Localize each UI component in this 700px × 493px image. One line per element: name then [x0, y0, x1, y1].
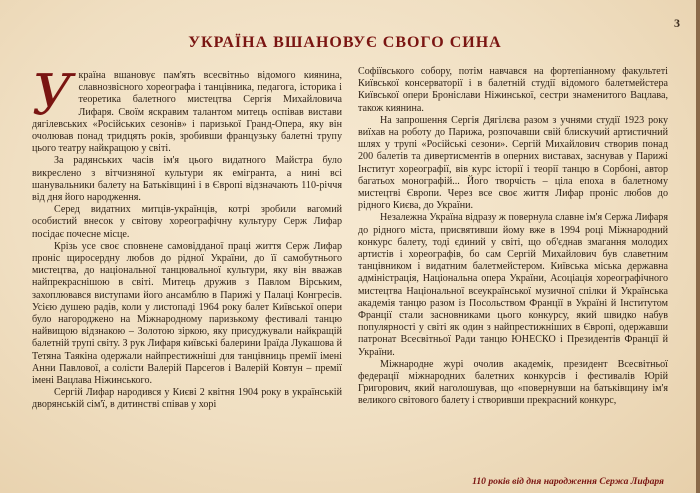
left-column — [32, 70, 342, 475]
paragraph: Сергій Лифар народився у Києві 2 квітня 1904 року в українській дворянській сім'ї, в дитинстві співав у хорі — [32, 387, 342, 411]
paragraph: країна вшановує пам'ять всесвітньо відомого киянина, славнозвісного хореографа і танцівника, педагога, історика і теоретика балетного мистецтва Сергія Михайловича Лифаря. Своїм яскравим талантом митець оспівав вистави дягілевських «Російських сезонів» і паризької Гранд-Опера, яку він очолював понад тридцять років, зробивши французьку балетні трупу цього театру найкращою у світі. — [32, 70, 342, 155]
article-title: УКРАЇНА ВШАНОВУЄ СВОГО СИНА — [188, 34, 502, 51]
paragraph: Серед видатних митців-українців, котрі зробили вагомий особистий внесок у світову хореографічну культуру Серж Лифар посідає почесне місце. — [32, 204, 342, 240]
paragraph: За радянських часів ім'я цього видатного Майстра було викреслено з вітчизняної культури як емігранта, а нині всі шанувальники балету на Батьківщині і в Європі відзначають 110-річчя від дня його народження. — [32, 155, 342, 204]
paragraph: Крізь усе своє сповнене самовідданої праці життя Серж Лифар проніс щиросердну любов до рідної України, до її самобутнього мистецтва, до національної танцювальної культури, яку він вважав найпрекраснішою в світі. Митець дружив з Павлом Вірським, захоплювався виступами його ансамблю в Парижі у Палаці Конгресів. Усією душею радів, коли у листопаді 1964 року балет Київської опери було нагороджено на Міжнародному паризькому фестивалі танцю найвищою відзнакою – Золотою зіркою, яку присуджували найкращій балетній трупі світу. З рук Лифаря київські балерини Іраїда Лукашова й Тетяна Таякіна одержали найпрестижніші для танцівниць премії імені Анни Павлової, а солісти Валерій Парсегов і Валерій Ковтун – премії імені Вацлава Ніжинського. — [32, 240, 342, 387]
paragraph: Софіївського собору, потім навчався на фортепіанному факультеті Київської консерваторії і в балетній студії відомого балетмейстера Київської опери Броніслави Ніжинської, сестри знаменитого Вацлава, також киянина. — [358, 66, 668, 114]
right-column — [358, 66, 668, 471]
page-number: 3 — [674, 16, 680, 30]
footer-caption: 110 років від дня народження Сержа Лифаря — [472, 476, 664, 487]
paragraph: Незалежна Україна відразу ж повернула славне ім'я Сержа Лифаря до рідного міста, присвятивши йому вже в 1994 році Міжнародний конкурс балету, тоді єдиний у світі, що об'єднав змагання молодих артистів і хореографів, бо сам Сергій Михайлович був славетним танцівником і видатним балетмейстером. Київська міська державна адміністрація, Національна опера України, Асоціація хореографічного мистецтва Національної всеукраїнської музичної спілки й Українська академія танцю разом із Посольством Франції в Україні й Інститутом Франції стали засновниками цього конкурсу, який швидко набув популярності у світі як один з найпрестижніших в Європі, одержавши патронат Всесвітньої Ради танцю ЮНЕСКО і Президентів Франції й України. — [358, 212, 668, 358]
drop-cap-letter: У — [32, 70, 73, 128]
paragraph: Міжнародне журі очолив академік, президент Всесвітньої федерації міжнародних балетних конкурсів і фестивалів Юрій Григорович, який наголошував, що «повернувши на батьківщину ім'я великого світового балету і створивши прекрасний конкурс, — [358, 358, 668, 407]
paragraph: На запрошення Сергія Дягілєва разом з учнями студії 1923 року виїхав на роботу до Парижа, розпочавши свій блискучий артистичний шлях у трупі «Російські сезони». Сергій Михайлович створив понад 200 балетів та дивертисментів в оперних виставах, заснував у Парижі Інститут хореографії, вів курс історії і теорії танцю в Сорбоні, автор багатьох монографій... Його творчість – ціла епоха в балетному мистецтві Європи. Через все своє життя Лифар проніс любов до рідного Києва, до України. — [358, 114, 668, 212]
